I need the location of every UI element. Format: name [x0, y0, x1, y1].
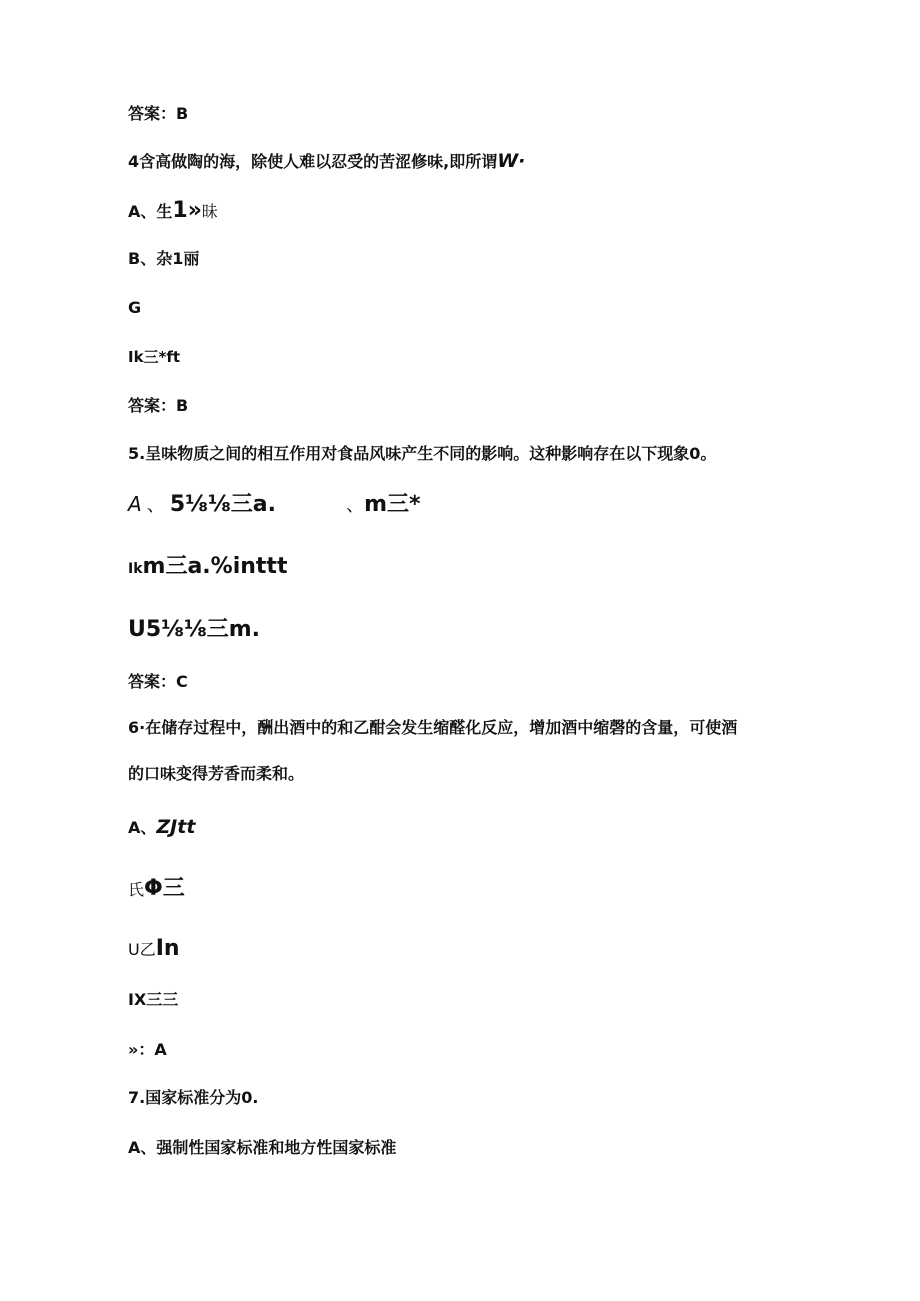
question-4 [128, 152, 525, 171]
option-a-prefix: A、生 [128, 202, 173, 221]
answer-q5: 答案：C [128, 672, 188, 691]
question-6-line-1: 6·在储存过程中，酬出酒中的和乙酣会发生缩醛化反应，增加酒中缩磬的含量，可使酒 [128, 718, 738, 737]
option-b-prefix: 氏 [128, 880, 145, 899]
question-4-option-d: Ik三*ft [128, 348, 181, 366]
question-5-option-d: U5⅛⅛三m. [128, 617, 261, 642]
question-6-option-b [128, 878, 185, 900]
question-7-option-a: A、强制性国家标准和地方性国家标准 [128, 1138, 397, 1157]
option-a-suffix: 昧 [201, 202, 218, 221]
option-a-big: 1» [172, 198, 202, 223]
question-6-line-2: 的口味变得芳香而柔和。 [128, 764, 305, 783]
option-c-text: In [155, 936, 180, 961]
option-a-text: 5⅛⅛三a. [169, 492, 276, 517]
option-b-separator: 、 [346, 495, 365, 516]
question-4-text: 4含高做陶的海，除使人难以忍受的苦涩修味,即所谓 [128, 152, 498, 171]
answer-q3: 答案：B [128, 104, 189, 123]
option-c-prefix: U乙 [128, 940, 156, 959]
question-6-option-d: IX三三 [128, 990, 179, 1009]
question-5-option-c [128, 556, 287, 578]
answer-q4: 答案：B [128, 396, 189, 415]
option-c-text: m三a.%inttt [142, 554, 288, 579]
option-a-prefix: A、 [128, 818, 157, 837]
option-b-text: m三* [364, 492, 421, 517]
question-4-option-a [128, 200, 218, 222]
question-4-option-b: B、杂1丽 [128, 249, 200, 268]
option-b-text: Φ三 [144, 876, 185, 901]
question-5-option-a-b [128, 494, 421, 516]
option-a-letter: A [128, 492, 142, 516]
option-c-prefix: Ik [128, 561, 143, 577]
question-7: 7.国家标准分为0. [128, 1088, 259, 1107]
question-4-tail: W· [497, 150, 526, 172]
answer-q6: »：A [128, 1040, 167, 1059]
option-a-separator: 、 [146, 495, 165, 516]
question-6-option-c [128, 938, 180, 960]
question-6-option-a [128, 818, 195, 837]
option-a-text: ZJtt [156, 816, 196, 838]
question-4-option-c: G [128, 298, 142, 317]
question-5: 5.呈味物质之间的相互作用对食品风味产生不同的影响。这种影响存在以下现象0。 [128, 444, 717, 463]
